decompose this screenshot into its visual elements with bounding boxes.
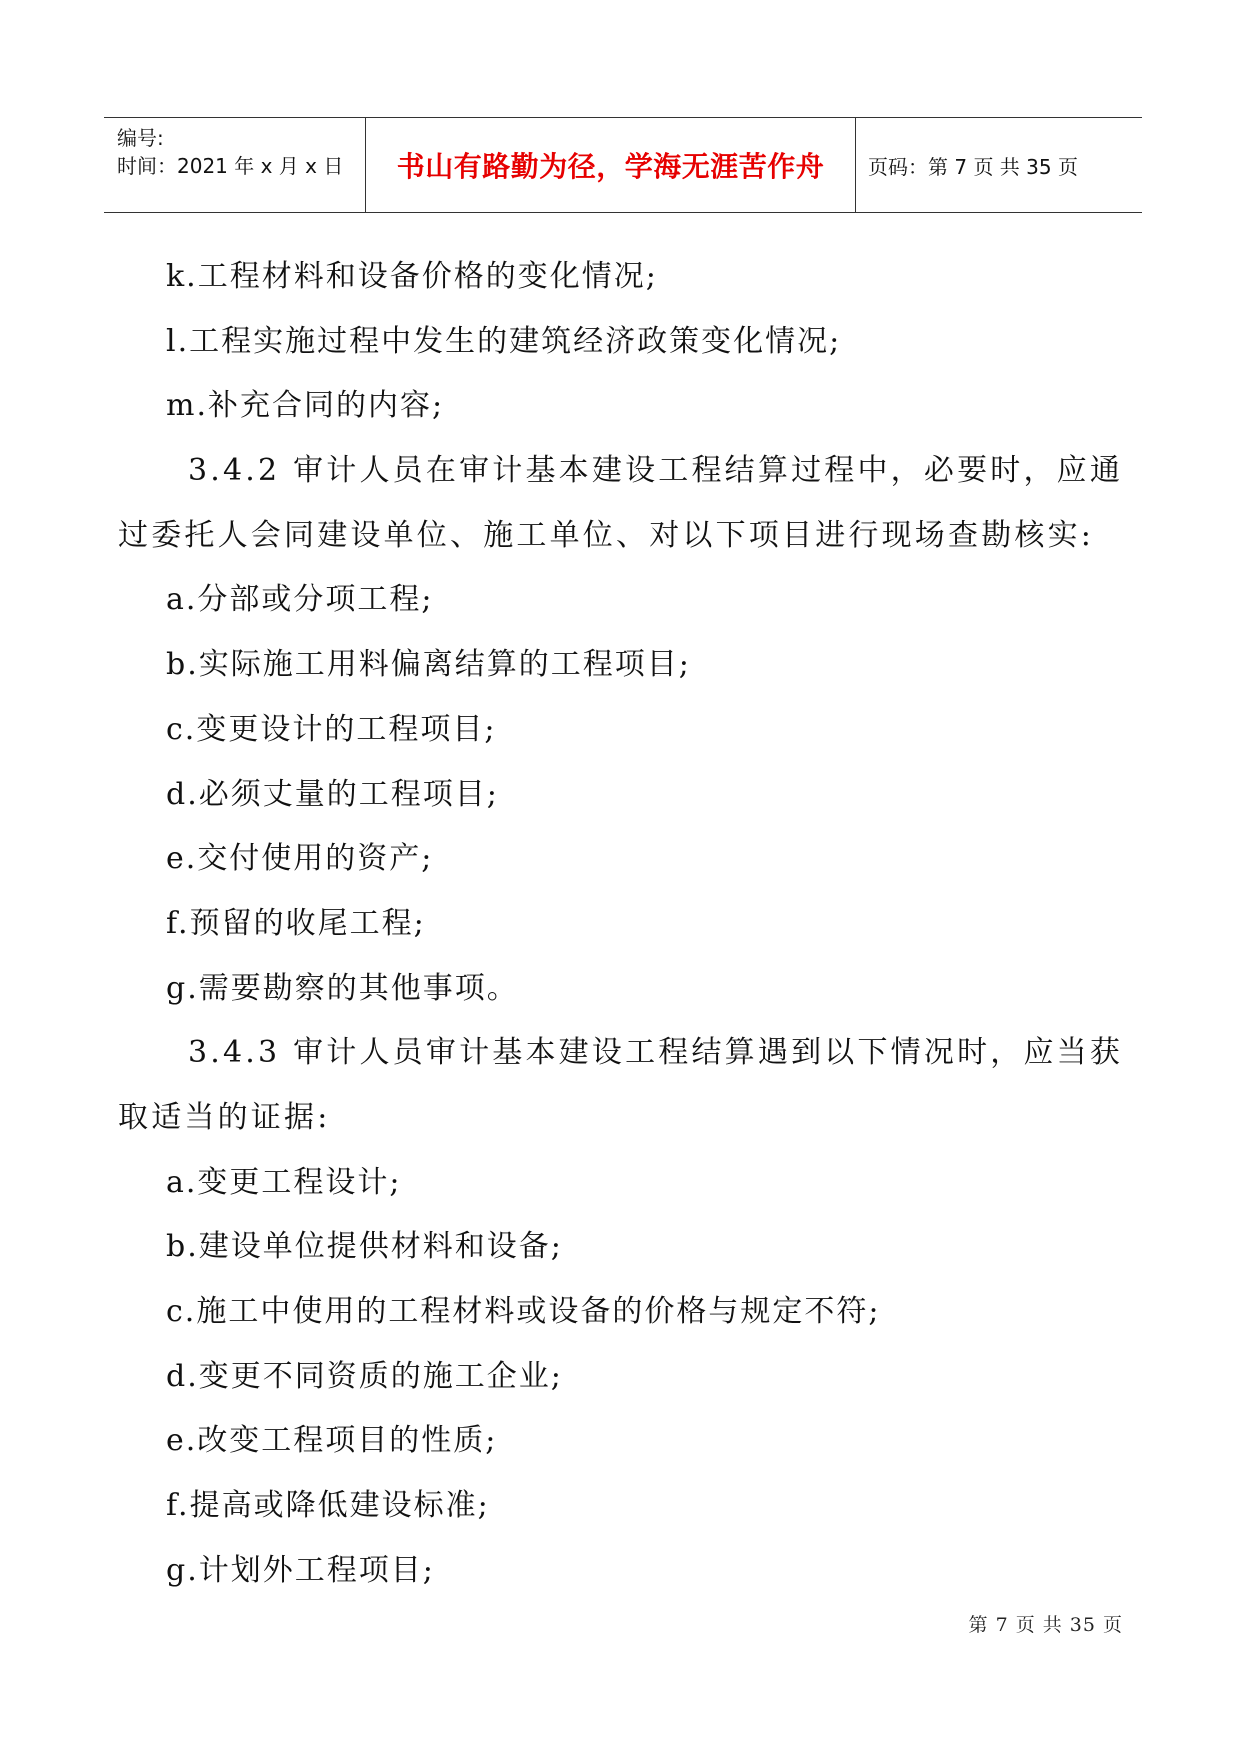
list-item: e.交付使用的资产; (166, 841, 434, 877)
list-item: a.变更工程设计; (166, 1164, 402, 1200)
list-item: a.分部或分项工程; (166, 582, 434, 618)
list-item: d.变更不同资质的施工企业; (166, 1358, 563, 1394)
header-motto (366, 118, 856, 212)
page-footer: 第 7 页 共 35 页 (968, 1614, 1123, 1636)
list-item: f.提高或降低建设标准; (166, 1488, 490, 1524)
document-time-label: 时间：2021 年 x 月 x 日 (117, 154, 344, 178)
list-item: k.工程材料和设备价格的变化情况; (166, 259, 658, 294)
list-item: d.必须丈量的工程项目; (166, 776, 499, 812)
list-item: l.工程实施过程中发生的建筑经济政策变化情况; (166, 323, 842, 359)
list-item: f.预留的收尾工程; (166, 905, 426, 941)
body-text (118, 245, 1128, 1603)
motto-text: 书山有路勤为径，学海无涯苦作舟 (396, 150, 825, 183)
list-item: c.变更设计的工程项目; (166, 711, 497, 747)
list-item: c.施工中使用的工程材料或设备的价格与规定不符; (166, 1294, 881, 1329)
list-item: g.计划外工程项目; (166, 1552, 435, 1588)
header-meta (104, 118, 366, 212)
list-item: e.改变工程项目的性质; (166, 1423, 498, 1459)
paragraph-3-4-2-line-2: 过委托人会同建设单位、施工单位、对以下项目进行现场查勘核实: (118, 517, 1095, 553)
page-header (104, 117, 1142, 213)
list-item: b.建设单位提供材料和设备; (166, 1229, 563, 1265)
paragraph-3-4-3-line-1: 3.4.3 审计人员审计基本建设工程结算遇到以下情况时，应当获 (188, 1035, 1124, 1071)
header-page-info: 页码：第 7 页 共 35 页 (868, 154, 1078, 179)
paragraph-3-4-3-line-2: 取适当的证据: (118, 1099, 331, 1135)
list-item: b.实际施工用料偏离结算的工程项目; (166, 647, 691, 683)
list-item: m.补充合同的内容; (166, 388, 445, 424)
paragraph-3-4-2-line-1: 3.4.2 审计人员在审计基本建设工程结算过程中，必要时，应通 (188, 453, 1124, 489)
document-number-label: 编号: (117, 126, 164, 150)
list-item: g.需要勘察的其他事项。 (166, 970, 519, 1006)
